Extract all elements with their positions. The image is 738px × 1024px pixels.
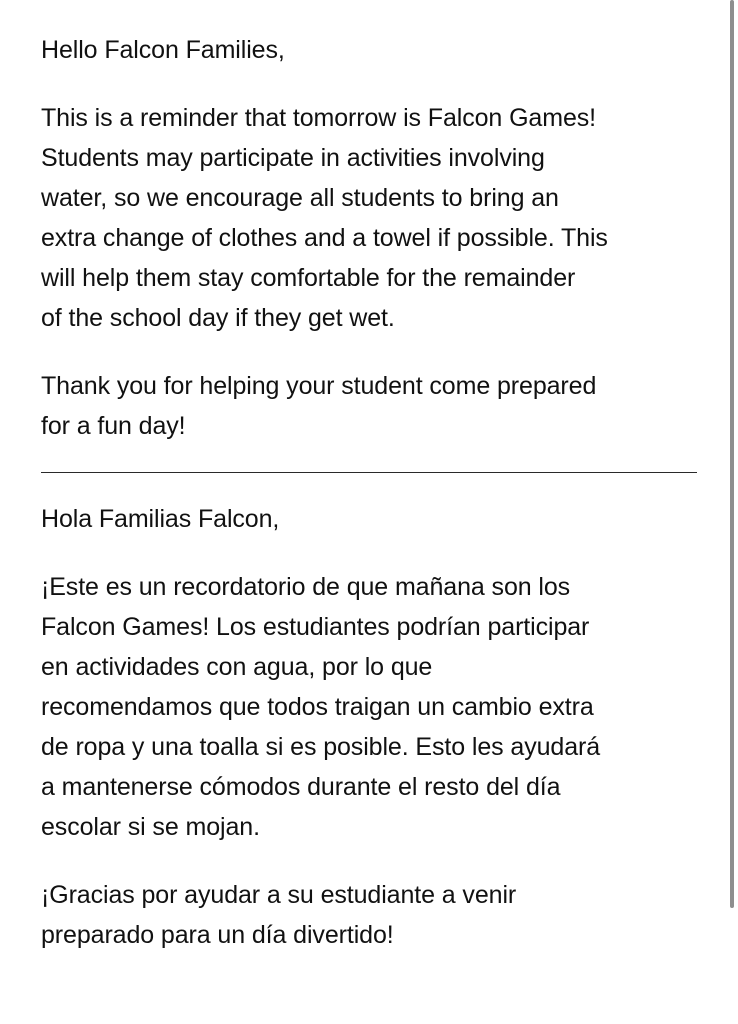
- language-divider: [41, 472, 697, 473]
- spanish-closing-line: preparado para un día divertido!: [41, 921, 394, 949]
- spanish-body-line: escolar si se mojan.: [41, 813, 260, 841]
- spanish-closing-line: ¡Gracias por ayudar a su estudiante a venir: [41, 881, 517, 909]
- english-body-line: extra change of clothes and a towel if possible. This: [41, 224, 608, 252]
- vertical-scrollbar[interactable]: [730, 0, 734, 908]
- english-greeting: Hello Falcon Families,: [41, 36, 285, 64]
- spanish-greeting: Hola Familias Falcon,: [41, 505, 280, 533]
- english-body-line: This is a reminder that tomorrow is Falcon Games!: [41, 104, 597, 132]
- spanish-body-line: en actividades con agua, por lo que: [41, 653, 433, 681]
- spanish-body-line: de ropa y una toalla si es posible. Esto les ayudará: [41, 733, 601, 761]
- spanish-body-line: recomendamos que todos traigan un cambio extra: [41, 693, 594, 721]
- spanish-body-paragraph: [41, 567, 705, 847]
- english-closing-line: for a fun day!: [41, 412, 186, 440]
- english-body-line: water, so we encourage all students to bring an: [41, 184, 559, 212]
- spanish-body-line: ¡Este es un recordatorio de que mañana son los: [41, 573, 571, 601]
- english-body-line: of the school day if they get wet.: [41, 304, 395, 332]
- english-body-line: will help them stay comfortable for the remainder: [41, 264, 576, 292]
- english-closing-paragraph: [41, 366, 705, 446]
- english-body-line: Students may participate in activities involving: [41, 144, 545, 172]
- english-closing-line: Thank you for helping your student come prepared: [41, 372, 597, 400]
- spanish-body-line: Falcon Games! Los estudiantes podrían participar: [41, 613, 590, 641]
- spanish-body-line: a mantenerse cómodos durante el resto del día: [41, 773, 561, 801]
- spanish-closing-paragraph: [41, 875, 705, 955]
- message-content: [41, 30, 705, 955]
- english-body-paragraph: [41, 98, 705, 338]
